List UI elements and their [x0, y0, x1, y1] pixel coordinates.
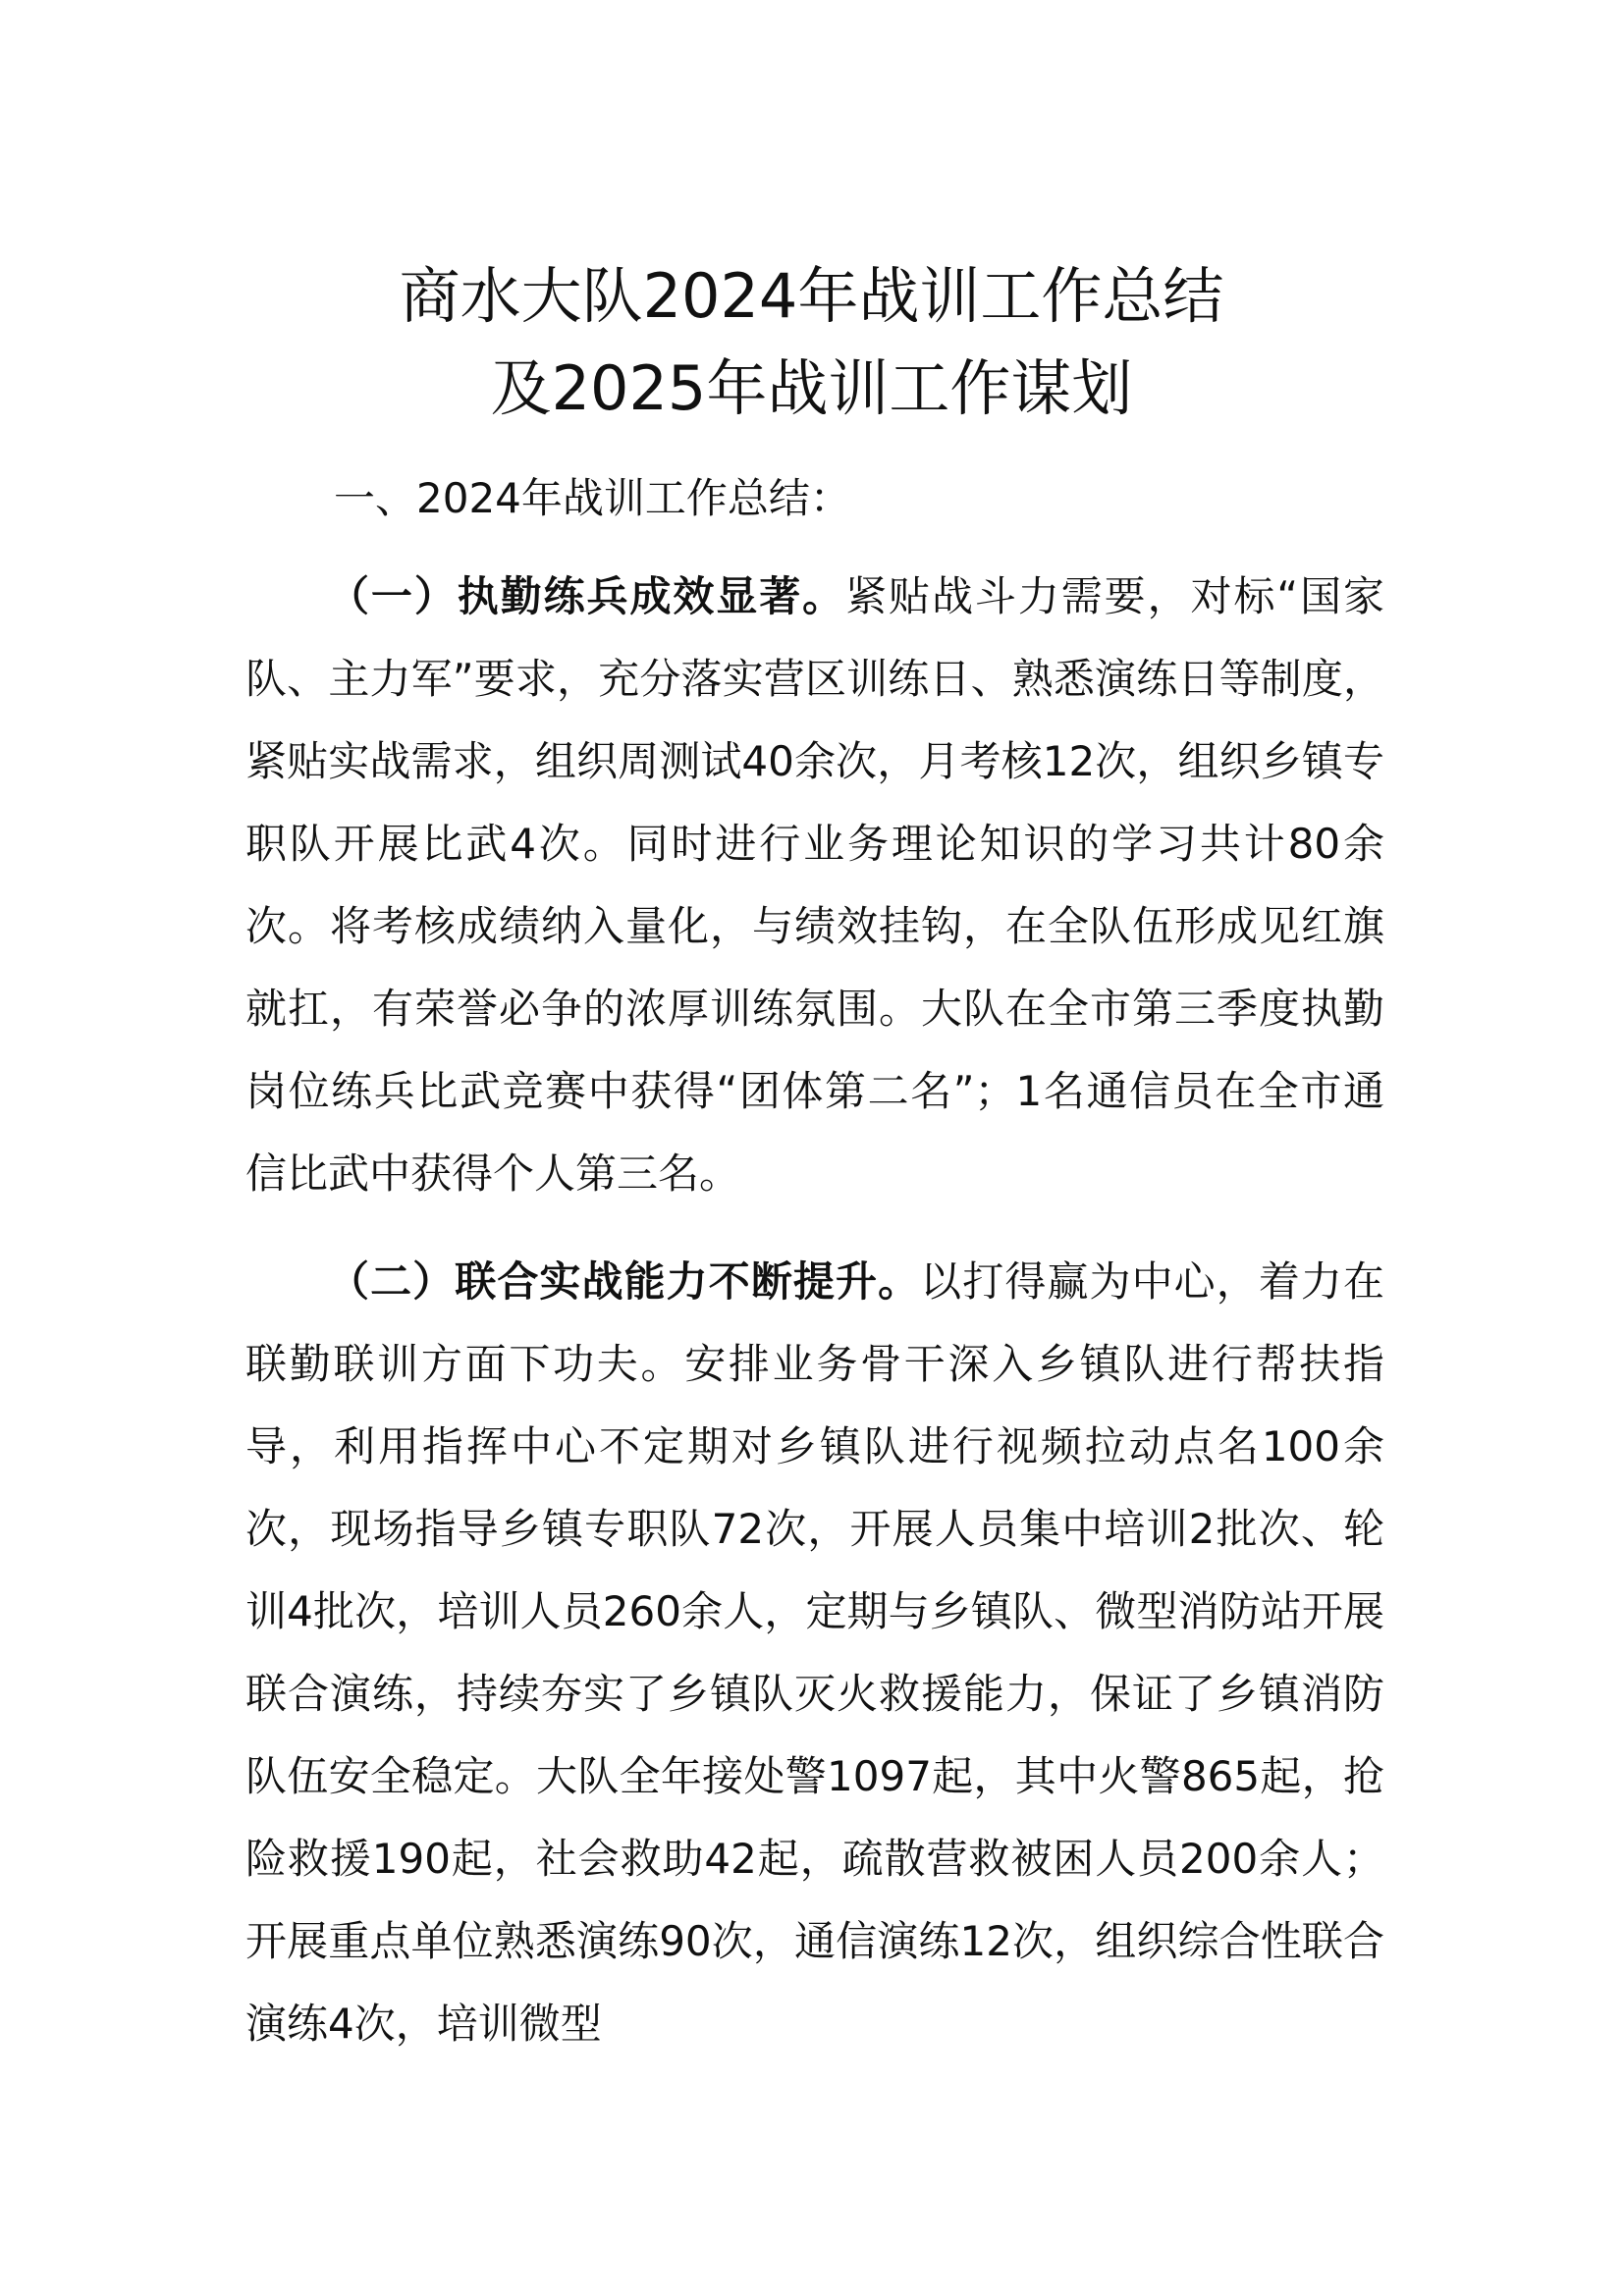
section-heading: 一、2024年战训工作总结： [334, 474, 851, 522]
paragraph-1-lead: （一）执勤练兵成效显著。 [328, 572, 846, 620]
paragraph-1 [245, 556, 1384, 1215]
paragraph-2 [245, 1241, 1384, 2065]
document-title-line1: 商水大队2024年战训工作总结 [399, 260, 1224, 332]
document-title-line2: 及2025年战训工作谋划 [490, 352, 1133, 424]
paragraph-2-lead: （二）联合实战能力不断提升。 [328, 1257, 921, 1306]
paragraph-2-body: 以打得赢为中心，着力在联勤联训方面下功夫。安排业务骨干深入乡镇队进行帮扶指导，利用指挥中心不定期对乡镇队进行视频拉动点名100余次，现场指导乡镇专职队72次，开展人员集中培训2批次、轮训4批次，培训人员260余人，定期与乡镇队、微型消防站开展联合演练，持续夯实了乡镇队灭火救援能力，保证了乡镇消防队伍安全稳定。大队全年接处警1097起，其中火警865起，抢险救援190起，社会救助42起，疏散营救被困人员200余人；开展重点单位熟悉演练90次，通信演练12次，组织综合性联合演练4次，培训微型 [245, 1257, 1384, 2048]
paragraph-1-body: 紧贴战斗力需要，对标“国家队、主力军”要求，充分落实营区训练日、熟悉演练日等制度，紧贴实战需求，组织周测试40余次，月考核12次，组织乡镇专职队开展比武4次。同时进行业务理论知识的学习共计80余次。将考核成绩纳入量化，与绩效挂钩，在全队伍形成见红旗就扛，有荣誉必争的浓厚训练氛围。大队在全市第三季度执勤岗位练兵比武竞赛中获得“团体第二名”；1名通信员在全市通信比武中获得个人第三名。 [245, 572, 1384, 1198]
